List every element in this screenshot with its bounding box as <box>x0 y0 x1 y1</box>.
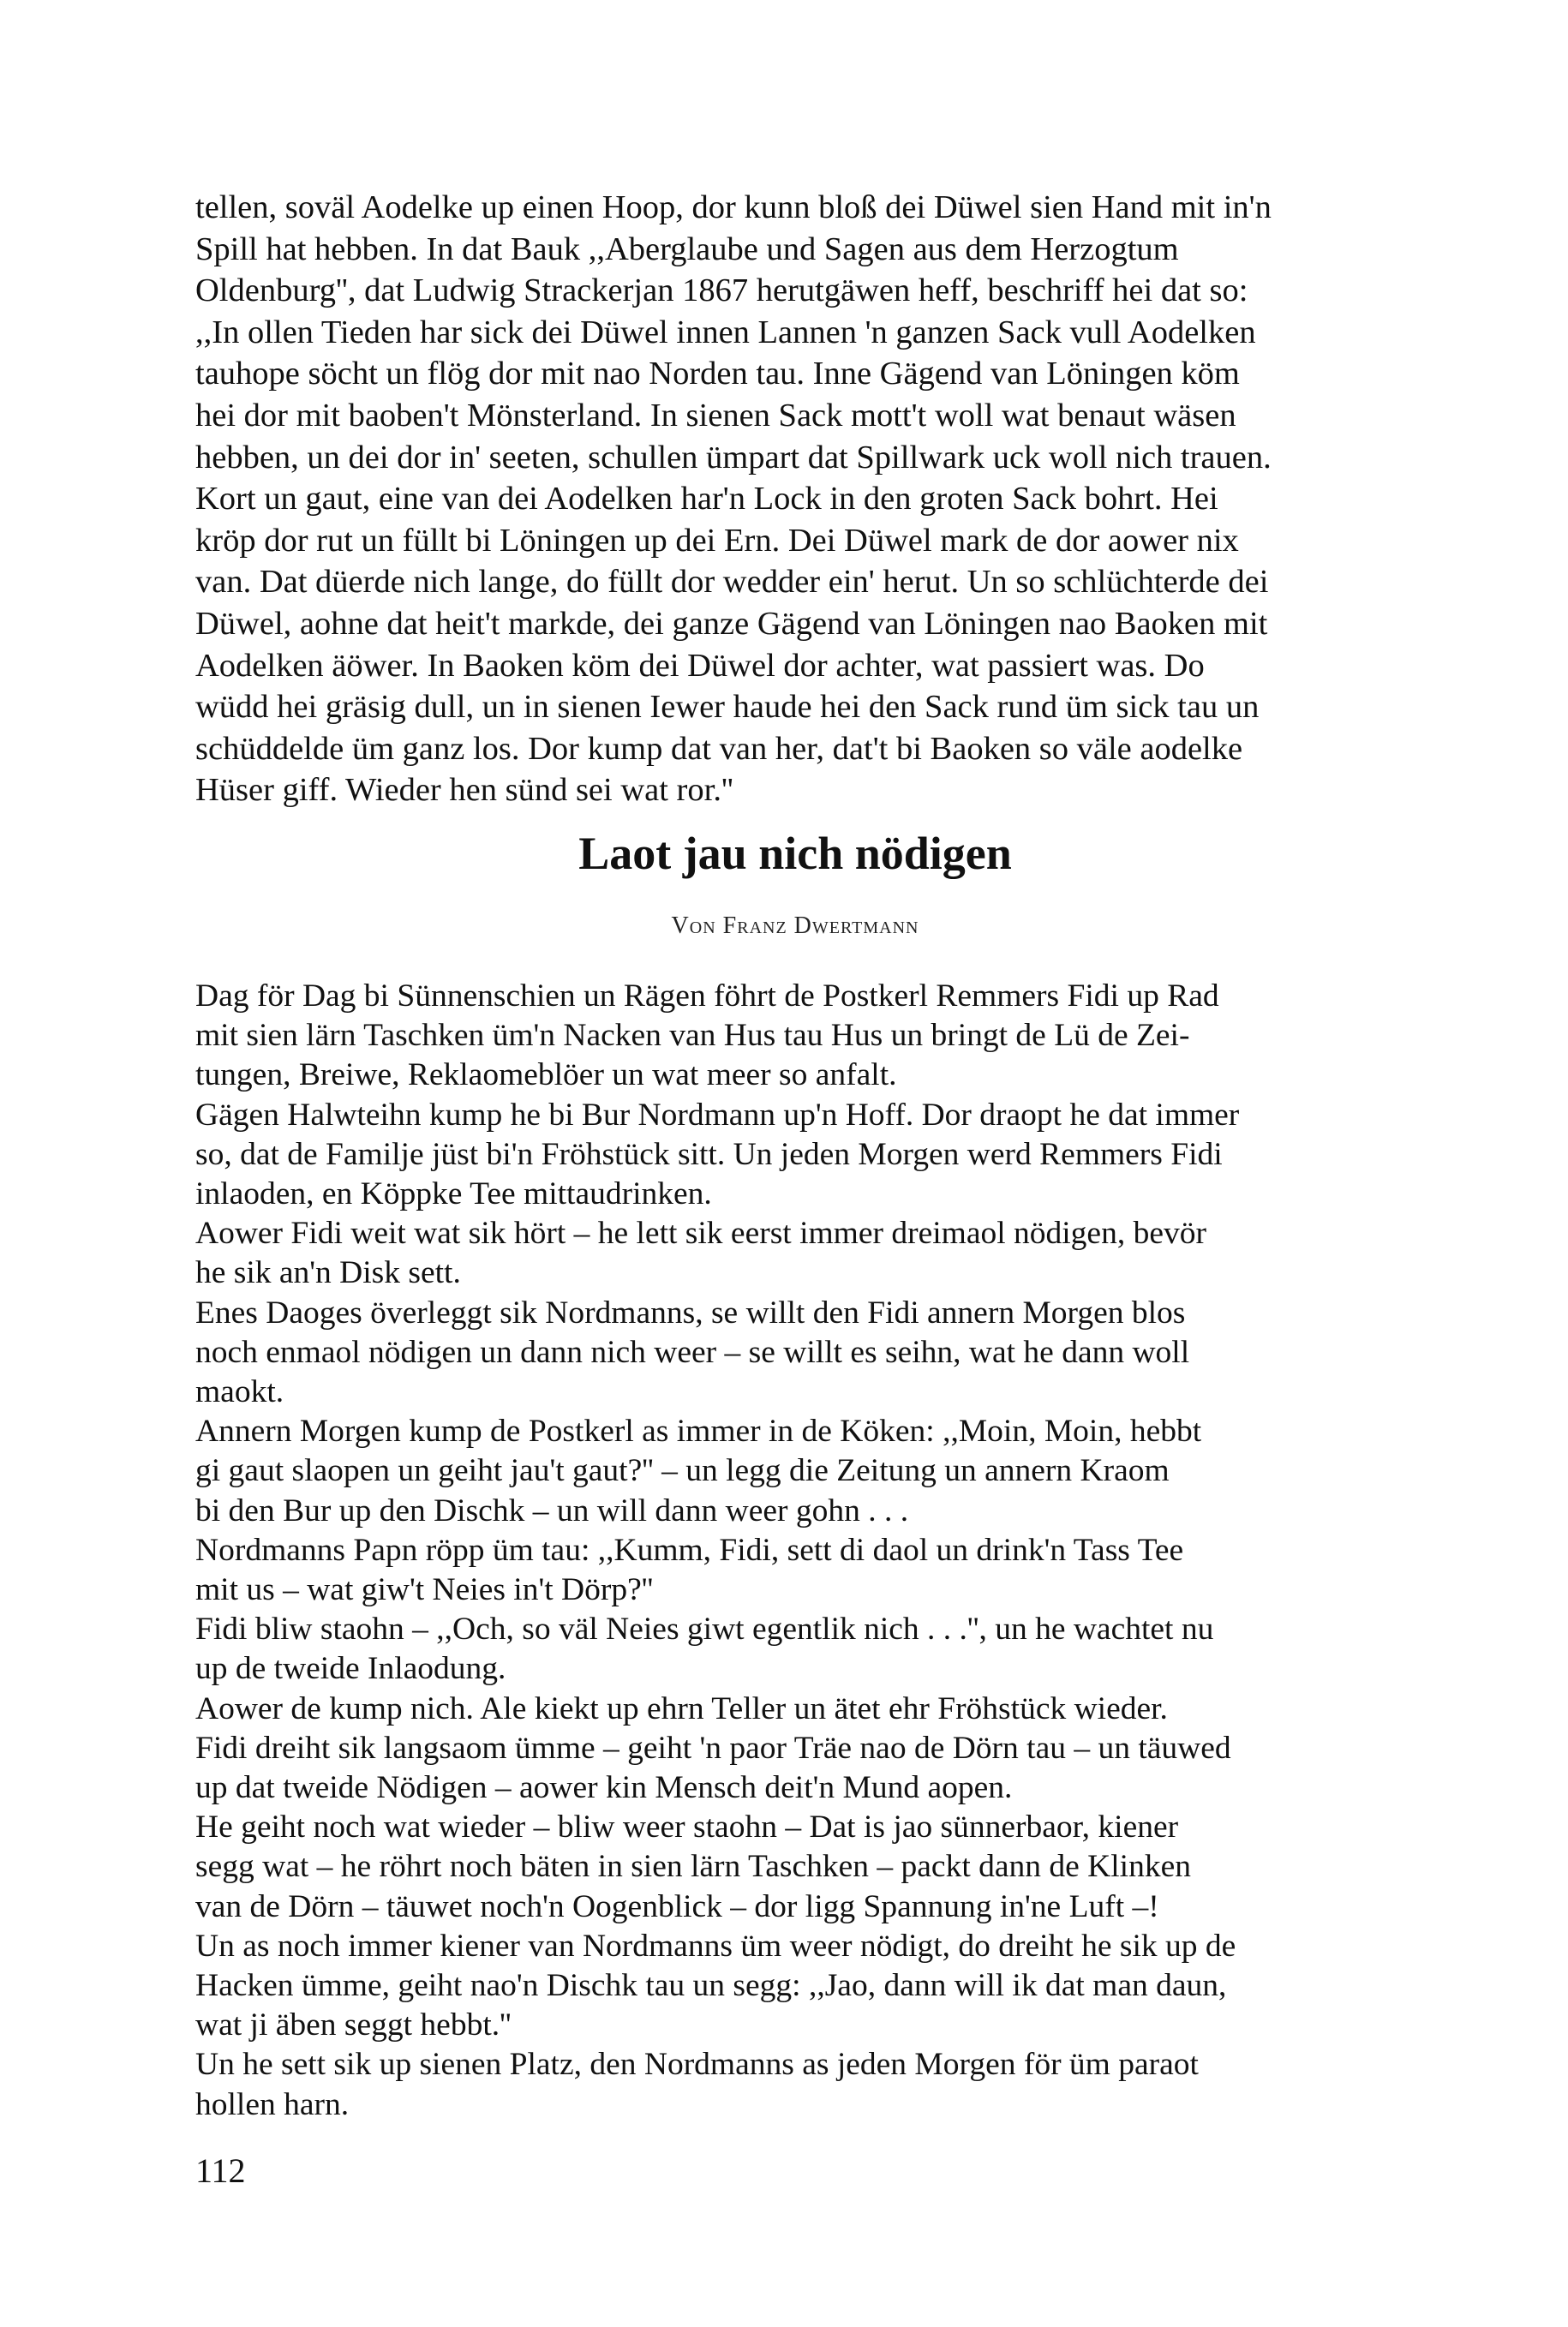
text-line: Dag för Dag bi Sünnenschien un Rägen föhrt de Postkerl Remmers Fidi up Rad <box>195 978 1219 1014</box>
text-line: Hüser giff. Wieder hen sünd sei wat ror.'' <box>195 772 733 809</box>
text-line: schüddelde üm ganz los. Dor kump dat van her, dat't bi Baoken so väle aodelke <box>195 730 1243 767</box>
story-byline: Von Franz Dwertmann <box>671 912 919 939</box>
text-line: maokt. <box>195 1374 284 1410</box>
text-line: Nordmanns Papn röpp üm tau: ,,Kumm, Fidi, sett di daol un drink'n Tass Tee <box>195 1532 1184 1568</box>
text-line: Oldenburg'', dat Ludwig Strackerjan 1867 herutgäwen heff, beschriff hei dat so: <box>195 272 1248 309</box>
text-line: noch enmaol nödigen un dann nich weer – se willt es seihn, wat he dann woll <box>195 1334 1190 1370</box>
text-line: mit us – wat giw't Neies in't Dörp?'' <box>195 1572 654 1608</box>
text-line: up de tweide Inlaodung. <box>195 1651 506 1687</box>
text-line: tauhope söcht un flög dor mit nao Norden tau. Inne Gägend van Löningen köm <box>195 356 1240 392</box>
story-title: Laot jau nich nödigen <box>578 828 1012 879</box>
text-line: so, dat de Familje jüst bi'n Fröhstück sitt. Un jeden Morgen werd Remmers Fidi <box>195 1136 1223 1172</box>
text-line: up dat tweide Nödigen – aower kin Mensch deit'n Mund aopen. <box>195 1770 1013 1806</box>
text-line: bi den Bur up den Dischk – un will dann weer gohn . . . <box>195 1493 909 1528</box>
text-line: van. Dat düerde nich lange, do füllt dor wedder ein' herut. Un so schlüchterde dei <box>195 564 1269 601</box>
text-line: Aower de kump nich. Ale kiekt up ehrn Teller un ätet ehr Fröhstück wieder. <box>195 1690 1168 1726</box>
text-line: inlaoden, en Köppke Tee mittaudrinken. <box>195 1176 712 1212</box>
text-line: gi gaut slaopen un geiht jau't gaut?'' – un legg die Zeitung un annern Kraom <box>195 1453 1170 1489</box>
text-line: segg wat – he röhrt noch bäten in sien lärn Taschken – packt dann de Klinken <box>195 1849 1191 1885</box>
text-line: Spill hat hebben. In dat Bauk ,,Aberglaube und Sagen aus dem Herzogtum <box>195 230 1179 267</box>
text-line: kröp dor rut un füllt bi Löningen up dei Ern. Dei Düwel mark de dor aower nix <box>195 522 1239 559</box>
text-line: wat ji äben seggt hebbt.'' <box>195 2007 512 2043</box>
text-line: tungen, Breiwe, Reklaomeblöer un wat meer so anfalt. <box>195 1057 897 1093</box>
story-body <box>195 977 1395 2125</box>
text-line: Aodelken äöwer. In Baoken köm dei Düwel dor achter, wat passiert was. Do <box>195 647 1205 684</box>
text-line: tellen, soväl Aodelke up einen Hoop, dor kunn bloß dei Düwel sien Hand mit in'n <box>195 189 1272 225</box>
text-line: Fidi dreiht sik langsaom ümme – geiht 'n paor Träe nao de Dörn tau – un täuwed <box>195 1730 1231 1766</box>
text-line: Hacken ümme, geiht nao'n Dischk tau un segg: ,,Jao, dann will ik dat man daun, <box>195 1968 1227 2004</box>
text-line: Aower Fidi weit wat sik hört – he lett sik eerst immer dreimaol nödigen, bevör <box>195 1216 1206 1252</box>
text-line: Kort un gaut, eine van dei Aodelken har'n Lock in den groten Sack bohrt. Hei <box>195 481 1218 517</box>
text-line: Annern Morgen kump de Postkerl as immer in de Köken: ,,Moin, Moin, hebbt <box>195 1414 1202 1450</box>
text-line: hebben, un dei dor in' seeten, schullen ümpart dat Spillwark uck woll nich trauen. <box>195 439 1272 476</box>
text-line: wüdd hei gräsig dull, un in sienen Iewer haude hei den Sack rund üm sick tau un <box>195 689 1260 726</box>
text-line: mit sien lärn Taschken üm'n Nacken van Hus tau Hus un bringt de Lü de Zei- <box>195 1018 1190 1054</box>
text-line: Un he sett sik up sienen Platz, den Nordmanns as jeden Morgen för üm paraot <box>195 2047 1199 2083</box>
text-line: Gägen Halwteihn kump he bi Bur Nordmann up'n Hoff. Dor draopt he dat immer <box>195 1097 1240 1133</box>
intro-paragraph <box>195 187 1395 811</box>
text-line: ,,In ollen Tieden har sick dei Düwel innen Lannen 'n ganzen Sack vull Aodelken <box>195 314 1256 350</box>
text-line: Un as noch immer kiener van Nordmanns üm weer nödigt, do dreiht he sik up de <box>195 1928 1236 1964</box>
text-line: He geiht noch wat wieder – bliw weer staohn – Dat is jao sünnerbaor, kiener <box>195 1810 1179 1845</box>
text-line: Fidi bliw staohn – ,,Och, so väl Neies giwt egentlik nich . . .'', un he wachtet nu <box>195 1612 1214 1648</box>
page-number: 112 <box>195 2151 246 2190</box>
text-line: van de Dörn – täuwet noch'n Oogenblick – dor ligg Spannung in'ne Luft –! <box>195 1888 1159 1924</box>
text-line: Enes Daoges överleggt sik Nordmanns, se willt den Fidi annern Morgen blos <box>195 1295 1186 1331</box>
text-line: Düwel, aohne dat heit't markde, dei ganze Gägend van Löningen nao Baoken mit <box>195 605 1268 642</box>
text-line: he sik an'n Disk sett. <box>195 1255 461 1291</box>
text-line: hei dor mit baoben't Mönsterland. In sienen Sack mott't woll wat benaut wäsen <box>195 397 1236 434</box>
text-line: hollen harn. <box>195 2086 350 2122</box>
